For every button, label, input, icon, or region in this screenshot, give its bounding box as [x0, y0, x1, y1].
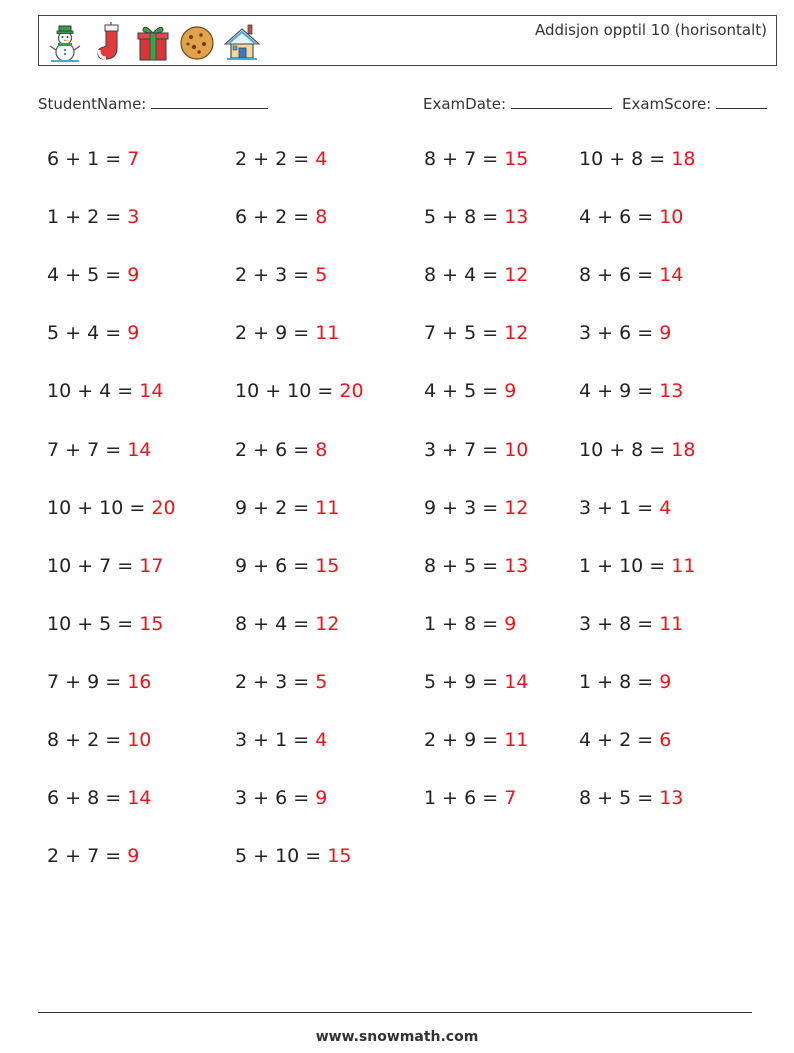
problem-question: 8 + 4 = — [424, 264, 499, 287]
problem-answer: 4 — [315, 729, 328, 751]
problem-question: 10 + 8 = — [579, 438, 666, 461]
problem-question: 5 + 10 = — [235, 845, 322, 868]
problem-answer: 5 — [315, 264, 328, 287]
problem-item — [424, 497, 528, 519]
problem-item — [47, 613, 163, 635]
problem-answer: 9 — [315, 787, 328, 810]
problem-question: 3 + 7 = — [424, 438, 499, 461]
exam-date-line[interactable] — [511, 94, 612, 109]
problem-item — [235, 264, 327, 286]
exam-date-label: ExamDate: — [423, 95, 507, 113]
problem-item — [424, 206, 528, 228]
problem-item — [579, 264, 683, 286]
exam-score-field — [622, 94, 767, 113]
problem-question: 8 + 5 = — [579, 787, 654, 810]
problem-item — [47, 845, 139, 867]
problem-item — [424, 729, 528, 751]
problem-item — [235, 845, 351, 867]
problem-item — [579, 555, 695, 577]
problem-item — [235, 729, 327, 751]
problem-item — [235, 380, 364, 402]
problem-answer: 15 — [504, 148, 529, 170]
problem-item — [424, 148, 528, 170]
problem-item — [235, 148, 327, 170]
problem-item — [235, 671, 327, 693]
problem-question: 4 + 5 = — [47, 264, 122, 287]
problem-item — [579, 497, 671, 519]
problem-question: 4 + 2 = — [579, 729, 654, 751]
problem-answer: 15 — [327, 845, 352, 868]
problem-answer: 9 — [504, 612, 517, 635]
student-name-line[interactable] — [151, 94, 268, 109]
problem-answer: 9 — [504, 380, 517, 403]
footer-divider — [38, 1012, 752, 1013]
problem-item — [579, 787, 683, 809]
problem-answer: 20 — [339, 380, 364, 403]
problem-item — [579, 148, 695, 170]
problem-answer: 13 — [659, 380, 684, 403]
problem-answer: 11 — [315, 322, 340, 345]
problem-item — [424, 613, 516, 635]
problem-answer: 20 — [151, 496, 176, 519]
problem-answer: 10 — [127, 729, 152, 751]
problem-answer: 15 — [139, 612, 164, 635]
problem-question: 8 + 2 = — [47, 729, 122, 751]
problem-item — [235, 787, 327, 809]
problem-question: 6 + 8 = — [47, 787, 122, 810]
problem-question: 4 + 6 = — [579, 206, 654, 229]
problem-question: 6 + 2 = — [235, 206, 310, 229]
problem-item — [579, 380, 683, 402]
problem-answer: 13 — [504, 554, 529, 577]
problem-question: 3 + 1 = — [235, 729, 310, 751]
problem-answer: 15 — [315, 554, 340, 577]
problem-answer: 6 — [659, 729, 672, 751]
problem-question: 2 + 6 = — [235, 438, 310, 461]
problem-question: 2 + 7 = — [47, 845, 122, 868]
problem-item — [47, 497, 176, 519]
problem-question: 1 + 8 = — [424, 612, 499, 635]
problem-question: 2 + 3 = — [235, 264, 310, 287]
worksheet-title: Addisjon opptil 10 (horisontalt) — [534, 21, 767, 39]
problem-item — [47, 787, 151, 809]
problem-item — [47, 439, 151, 461]
gift-icon — [133, 20, 173, 64]
problem-answer: 12 — [315, 612, 340, 635]
problem-item — [579, 206, 683, 228]
problem-question: 9 + 6 = — [235, 554, 310, 577]
problem-question: 1 + 8 = — [579, 670, 654, 693]
problem-answer: 14 — [659, 264, 684, 287]
exam-score-label: ExamScore: — [622, 95, 712, 113]
problem-question: 5 + 8 = — [424, 206, 499, 229]
problem-answer: 12 — [504, 264, 529, 287]
problem-item — [579, 322, 671, 344]
problem-answer: 4 — [315, 148, 328, 170]
problem-question: 10 + 10 = — [47, 496, 146, 519]
problem-item — [424, 555, 528, 577]
problem-question: 4 + 5 = — [424, 380, 499, 403]
problem-answer: 3 — [127, 206, 140, 229]
problem-item — [235, 322, 339, 344]
problem-answer: 14 — [127, 438, 152, 461]
problem-item — [424, 439, 528, 461]
problem-question: 7 + 7 = — [47, 438, 122, 461]
problem-item — [235, 497, 339, 519]
problem-question: 3 + 6 = — [235, 787, 310, 810]
problem-item — [47, 148, 139, 170]
problem-answer: 9 — [127, 264, 140, 287]
problem-question: 5 + 9 = — [424, 670, 499, 693]
problem-item — [47, 380, 163, 402]
problem-answer: 12 — [504, 496, 529, 519]
problem-item — [424, 380, 516, 402]
problem-question: 2 + 9 = — [424, 729, 499, 751]
problem-item — [47, 729, 151, 751]
problem-item — [424, 322, 528, 344]
problem-item — [235, 439, 327, 461]
house-icon — [221, 20, 261, 64]
problem-question: 7 + 9 = — [47, 670, 122, 693]
cookie-icon — [177, 20, 217, 64]
exam-score-line[interactable] — [716, 94, 767, 109]
problem-question: 10 + 10 = — [235, 380, 334, 403]
problem-question: 8 + 7 = — [424, 148, 499, 170]
problem-answer: 18 — [671, 148, 696, 170]
problem-question: 10 + 5 = — [47, 612, 134, 635]
problem-answer: 4 — [659, 496, 672, 519]
problem-question: 1 + 2 = — [47, 206, 122, 229]
problem-question: 9 + 2 = — [235, 496, 310, 519]
problem-item — [235, 555, 339, 577]
problem-answer: 12 — [504, 322, 529, 345]
problem-answer: 11 — [315, 496, 340, 519]
problem-question: 7 + 5 = — [424, 322, 499, 345]
problem-question: 3 + 6 = — [579, 322, 654, 345]
problem-question: 1 + 10 = — [579, 554, 666, 577]
student-name-label: StudentName: — [38, 95, 147, 113]
problem-answer: 13 — [659, 787, 684, 810]
problem-item — [579, 439, 695, 461]
problem-question: 8 + 6 = — [579, 264, 654, 287]
problem-answer: 9 — [659, 670, 672, 693]
problem-item — [47, 671, 151, 693]
problem-item — [424, 787, 516, 809]
problem-question: 9 + 3 = — [424, 496, 499, 519]
problem-question: 10 + 8 = — [579, 148, 666, 170]
problem-item — [424, 264, 528, 286]
stocking-icon — [89, 20, 129, 64]
problem-item — [47, 206, 139, 228]
problem-answer: 14 — [127, 787, 152, 810]
problem-item — [47, 264, 139, 286]
problem-answer: 5 — [315, 670, 328, 693]
exam-date-field — [423, 94, 612, 113]
problem-answer: 14 — [139, 380, 164, 403]
problem-answer: 7 — [127, 148, 140, 170]
problem-item — [235, 206, 327, 228]
problem-question: 5 + 4 = — [47, 322, 122, 345]
problem-answer: 13 — [504, 206, 529, 229]
problem-answer: 16 — [127, 670, 152, 693]
footer-site: www.snowmath.com — [315, 1029, 479, 1045]
problem-question: 2 + 3 = — [235, 670, 310, 693]
problem-question: 8 + 5 = — [424, 554, 499, 577]
problem-item — [47, 322, 139, 344]
problem-question: 6 + 1 = — [47, 148, 122, 170]
problem-answer: 14 — [504, 670, 529, 693]
problem-answer: 8 — [315, 206, 328, 229]
problem-item — [579, 671, 671, 693]
problem-question: 8 + 4 = — [235, 612, 310, 635]
problem-item — [424, 671, 528, 693]
problem-item — [579, 613, 683, 635]
problem-answer: 17 — [139, 554, 164, 577]
student-name-field — [38, 94, 268, 113]
problem-question: 2 + 9 = — [235, 322, 310, 345]
problem-answer: 7 — [504, 787, 517, 810]
problem-question: 4 + 9 = — [579, 380, 654, 403]
problem-answer: 11 — [659, 612, 684, 635]
problem-answer: 10 — [504, 438, 529, 461]
snowman-icon — [45, 20, 85, 64]
problem-answer: 9 — [127, 845, 140, 868]
problem-item — [579, 729, 671, 751]
problem-question: 3 + 8 = — [579, 612, 654, 635]
problem-item — [47, 555, 163, 577]
header-icons — [45, 20, 261, 64]
problem-question: 3 + 1 = — [579, 496, 654, 519]
problem-answer: 10 — [659, 206, 684, 229]
problem-answer: 9 — [659, 322, 672, 345]
problem-answer: 11 — [504, 729, 529, 751]
problem-answer: 8 — [315, 438, 328, 461]
worksheet-header — [38, 15, 777, 66]
problem-answer: 9 — [127, 322, 140, 345]
problem-answer: 18 — [671, 438, 696, 461]
problem-question: 1 + 6 = — [424, 787, 499, 810]
problem-answer: 11 — [671, 554, 696, 577]
problem-question: 2 + 2 = — [235, 148, 310, 170]
problem-question: 10 + 7 = — [47, 554, 134, 577]
problem-question: 10 + 4 = — [47, 380, 134, 403]
problem-item — [235, 613, 339, 635]
